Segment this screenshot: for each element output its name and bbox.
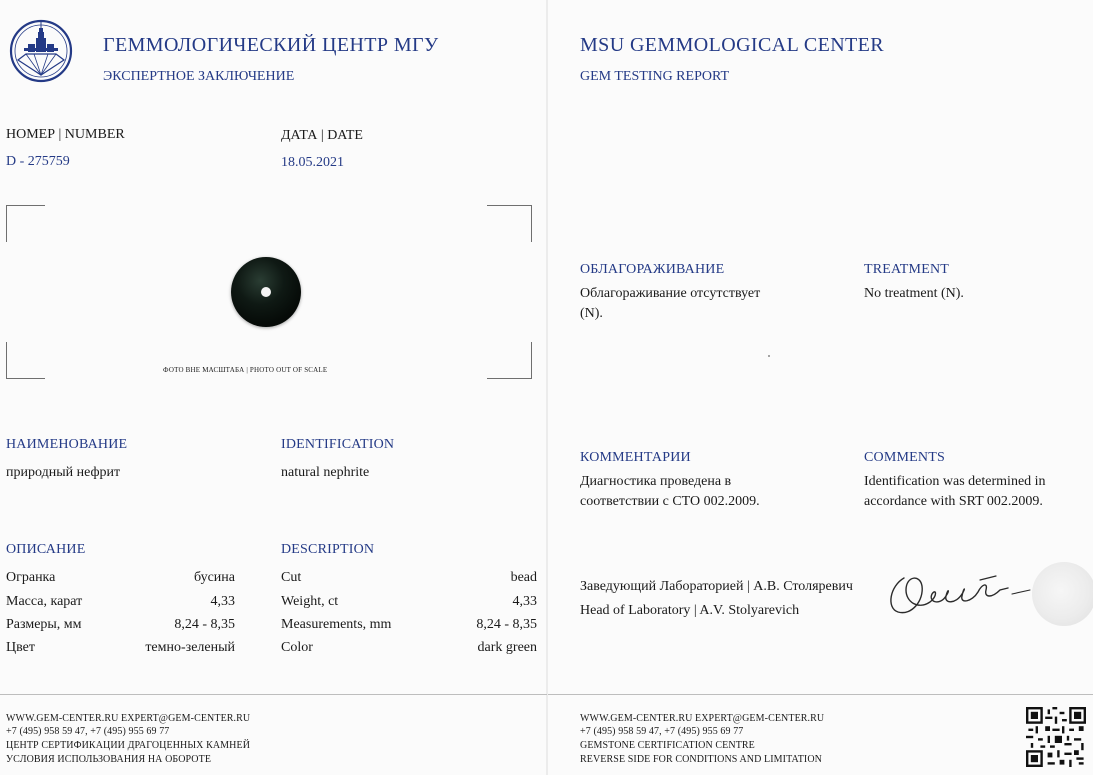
photo-caption: ФОТО ВНЕ МАСШТАБА | PHOTO OUT OF SCALE [163, 366, 328, 374]
frame-corner-top-left [6, 205, 45, 242]
description-ru-label: ОПИСАНИЕ [6, 542, 86, 557]
date-label: ДАТА | DATE [281, 128, 363, 143]
desc-en-row-value: 8,24 - 8,35 [476, 617, 537, 632]
paper-speck [768, 355, 770, 357]
desc-ru-row-label: Огранка [6, 570, 56, 585]
footer-divider [548, 694, 1093, 695]
description-en-label: DESCRIPTION [281, 542, 375, 557]
desc-en-row-label: Weight, ct [281, 594, 339, 609]
desc-en-row-label: Color [281, 640, 313, 655]
desc-ru-row-value: 4,33 [210, 594, 235, 609]
identification-en-label: IDENTIFICATION [281, 437, 395, 452]
head-of-lab-en: Head of Laboratory | A.V. Stolyarevich [580, 603, 800, 618]
desc-en-row-value: 4,33 [512, 594, 537, 609]
footer-line: +7 (495) 958 59 47, +7 (495) 955 69 77 [580, 726, 744, 737]
desc-en-row-value: dark green [477, 640, 537, 655]
identification-ru-value: природный нефрит [6, 465, 121, 480]
drill-hole [261, 287, 271, 297]
org-title-ru: ГЕММОЛОГИЧЕСКИЙ ЦЕНТР МГУ [103, 34, 439, 56]
desc-en-row-value: bead [510, 570, 537, 585]
comments-en-line: accordance with SRT 002.2009. [864, 494, 1043, 509]
desc-ru-row-value: темно-зеленый [145, 640, 235, 655]
comments-en-line: Identification was determined in [864, 474, 1046, 489]
identification-en-value: natural nephrite [281, 465, 370, 480]
footer-line: УСЛОВИЯ ИСПОЛЬЗОВАНИЯ НА ОБОРОТЕ [6, 754, 212, 765]
footer-line: GEMSTONE CERTIFICATION CENTRE [580, 740, 755, 751]
frame-corner-top-right [487, 205, 532, 242]
seal-stamp-icon [1032, 562, 1093, 626]
footer-line: WWW.GEM-CENTER.RU EXPERT@GEM-CENTER.RU [6, 713, 251, 724]
head-of-lab-ru: Заведующий Лабораторией | А.В. Столяревич [580, 579, 853, 594]
desc-ru-row-value: бусина [193, 570, 235, 585]
treatment-en-label: TREATMENT [864, 262, 950, 277]
org-subtitle-en: GEM TESTING REPORT [580, 69, 730, 84]
footer-divider [0, 694, 547, 695]
right-page [548, 0, 1093, 775]
comments-ru-line: соответствии с СТО 002.2009. [580, 494, 760, 509]
comments-ru-label: КОММЕНТАРИИ [580, 450, 691, 465]
org-subtitle-ru: ЭКСПЕРТНОЕ ЗАКЛЮЧЕНИЕ [103, 69, 295, 84]
treatment-en-value: No treatment (N). [864, 286, 964, 301]
frame-corner-bottom-left [6, 342, 45, 379]
identification-ru-label: НАИМЕНОВАНИЕ [6, 437, 128, 452]
footer-line: REVERSE SIDE FOR CONDITIONS AND LIMITATION [580, 754, 823, 765]
org-title-en: MSU GEMMOLOGICAL CENTER [580, 34, 885, 56]
frame-corner-bottom-right [487, 342, 532, 379]
desc-ru-row-value: 8,24 - 8,35 [174, 617, 235, 632]
desc-ru-row-label: Масса, карат [6, 594, 83, 609]
date-value: 18.05.2021 [281, 155, 344, 170]
comments-ru-line: Диагностика проведена в [580, 474, 732, 489]
msu-logo-icon [8, 18, 96, 84]
footer-line: WWW.GEM-CENTER.RU EXPERT@GEM-CENTER.RU [580, 713, 825, 724]
desc-en-row-label: Cut [281, 570, 302, 585]
footer-line: +7 (495) 958 59 47, +7 (495) 955 69 77 [6, 726, 170, 737]
qr-code-icon [1026, 707, 1086, 767]
number-value: D - 275759 [6, 154, 70, 169]
treatment-ru-line: (N). [580, 306, 603, 321]
desc-ru-row-label: Цвет [6, 640, 35, 655]
signature-icon [884, 566, 1034, 622]
number-label: НОМЕР | NUMBER [6, 127, 125, 142]
desc-en-row-label: Measurements, mm [281, 617, 392, 632]
comments-en-label: COMMENTS [864, 450, 945, 465]
treatment-ru-line: Облагораживание отсутствует [580, 286, 761, 301]
gem-photo [231, 257, 301, 327]
desc-ru-row-label: Размеры, мм [6, 617, 82, 632]
treatment-ru-label: ОБЛАГОРАЖИВАНИЕ [580, 262, 725, 277]
footer-line: ЦЕНТР СЕРТИФИКАЦИИ ДРАГОЦЕННЫХ КАМНЕЙ [6, 740, 251, 751]
